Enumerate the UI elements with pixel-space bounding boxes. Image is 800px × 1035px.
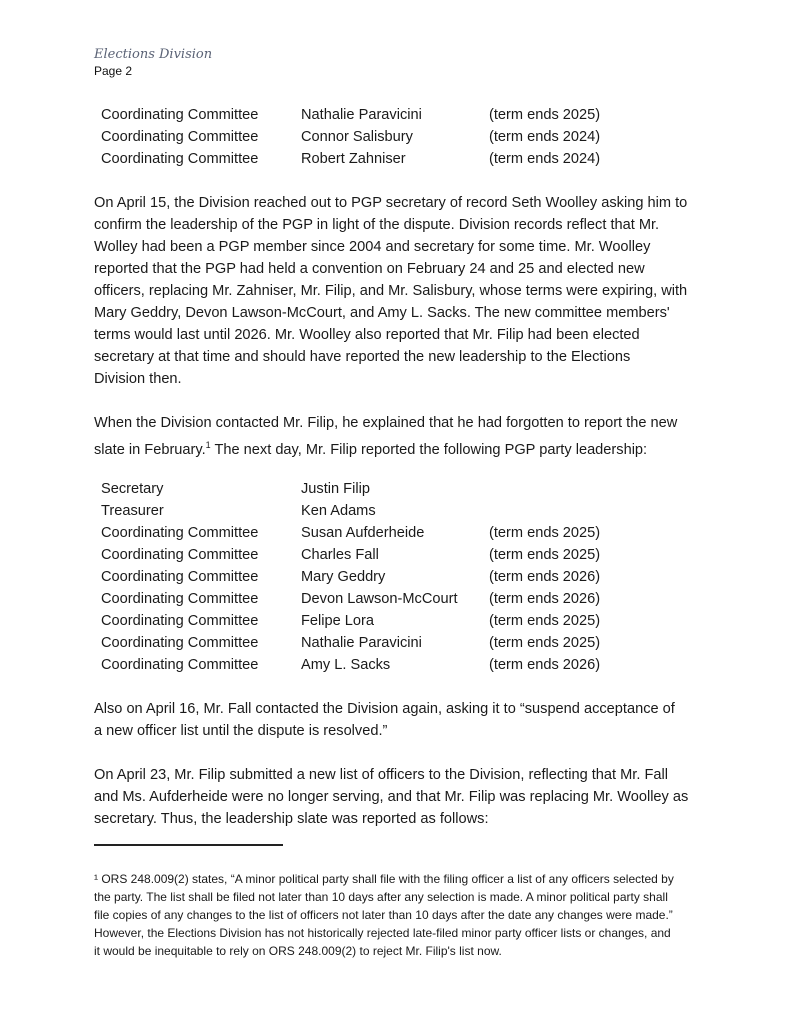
officer-name: Devon Lawson-McCourt (301, 591, 458, 607)
officer-role: Treasurer (101, 503, 164, 519)
header-org: Elections Division (94, 47, 213, 62)
officer-role: Coordinating Committee (101, 591, 259, 607)
paragraph-line: On April 23, Mr. Filip submitted a new list of officers to the Division, reflecting that Mr. Fall (94, 767, 668, 783)
footnote-reference[interactable]: 1 (205, 440, 211, 450)
officer-role: Secretary (101, 481, 164, 497)
text: The next day, Mr. Filip reported the following PGP party leadership: (210, 441, 648, 458)
paragraph-line: terms would last until 2026. Mr. Woolley also reported that Mr. Filip had been elected (94, 327, 640, 343)
paragraph-line: Also on April 16, Mr. Fall contacted the Division again, asking it to “suspend acceptance of (94, 701, 675, 717)
paragraph-line: a new officer list until the dispute is resolved.” (94, 723, 388, 739)
officer-name: Felipe Lora (301, 613, 375, 629)
footnote-line: the party. The list shall be filed not later than 10 days after any selection is made. A minor political party shall (94, 890, 668, 904)
footnote-line: it would be inequitable to rely on ORS 248.009(2) to reject Mr. Filip's list now. (94, 944, 502, 958)
officer-name: Nathalie Paravicini (301, 635, 422, 651)
footnote-separator (94, 844, 283, 846)
paragraph-line: Mary Geddry, Devon Lawson-McCourt, and Amy L. Sacks. The new committee members' (94, 305, 670, 321)
officer-term: (term ends 2025) (489, 525, 601, 541)
officer-term: (term ends 2025) (489, 613, 601, 629)
officer-term: (term ends 2024) (489, 129, 601, 145)
officer-role: Coordinating Committee (101, 107, 259, 123)
footnote-line: However, the Elections Division has not historically rejected late-filed minor party officer lists or changes, and (94, 926, 671, 940)
officer-role: Coordinating Committee (101, 547, 259, 563)
officer-name: Ken Adams (301, 503, 376, 519)
officer-role: Coordinating Committee (101, 613, 259, 629)
officer-role: Coordinating Committee (101, 151, 259, 167)
paragraph-line: Wolley had been a PGP member since 2004 and secretary for some time. Mr. Woolley (94, 239, 651, 255)
header-page-number: Page 2 (94, 64, 133, 78)
footnote-line: ¹ ORS 248.009(2) states, “A minor political party shall file with the filing officer a list of any officers selected by (94, 872, 674, 886)
officer-name: Susan Aufderheide (301, 525, 425, 541)
officer-name: Nathalie Paravicini (301, 107, 422, 123)
officer-term: (term ends 2025) (489, 547, 601, 563)
text: slate in February. (94, 441, 206, 458)
officer-term: (term ends 2026) (489, 657, 601, 673)
paragraph-line: On April 15, the Division reached out to PGP secretary of record Seth Woolley asking him to (94, 195, 688, 211)
paragraph-line: reported that the PGP had held a convention on February 24 and 25 and elected new (94, 261, 645, 277)
officer-term: (term ends 2026) (489, 569, 601, 585)
officer-role: Coordinating Committee (101, 129, 259, 145)
officer-name: Mary Geddry (301, 569, 386, 585)
officer-term: (term ends 2025) (489, 107, 601, 123)
paragraph-line: secretary. Thus, the leadership slate was reported as follows: (94, 811, 489, 827)
officer-term: (term ends 2024) (489, 151, 601, 167)
footnote-line: file copies of any changes to the list of officers not later than 10 days after the date any changes were made.” (94, 908, 673, 922)
officer-name: Charles Fall (301, 547, 379, 563)
paragraph-line: officers, replacing Mr. Zahniser, Mr. Filip, and Mr. Salisbury, whose terms were expiring, with (94, 283, 688, 299)
paragraph-line: Division then. (94, 371, 182, 387)
officer-name: Justin Filip (301, 481, 370, 497)
officer-role: Coordinating Committee (101, 635, 259, 651)
officer-role: Coordinating Committee (101, 657, 259, 673)
paragraph-line: confirm the leadership of the PGP in light of the dispute. Division records reflect that Mr. (94, 217, 660, 233)
officer-term: (term ends 2025) (489, 635, 601, 651)
officer-name: Connor Salisbury (301, 129, 413, 145)
officer-name: Amy L. Sacks (301, 657, 391, 673)
paragraph-line: secretary at that time and should have reported the new leadership to the Elections (94, 349, 631, 365)
officer-role: Coordinating Committee (101, 525, 259, 541)
officer-name: Robert Zahniser (301, 151, 406, 167)
paragraph-line: and Ms. Aufderheide were no longer serving, and that Mr. Filip was replacing Mr. Woolley as (94, 789, 689, 805)
paragraph-filip-line: When the Division contacted Mr. Filip, he explained that he had forgotten to report the new (94, 415, 678, 431)
officer-term: (term ends 2026) (489, 591, 601, 607)
paragraph-filip-line (94, 436, 647, 459)
officer-role: Coordinating Committee (101, 569, 259, 585)
